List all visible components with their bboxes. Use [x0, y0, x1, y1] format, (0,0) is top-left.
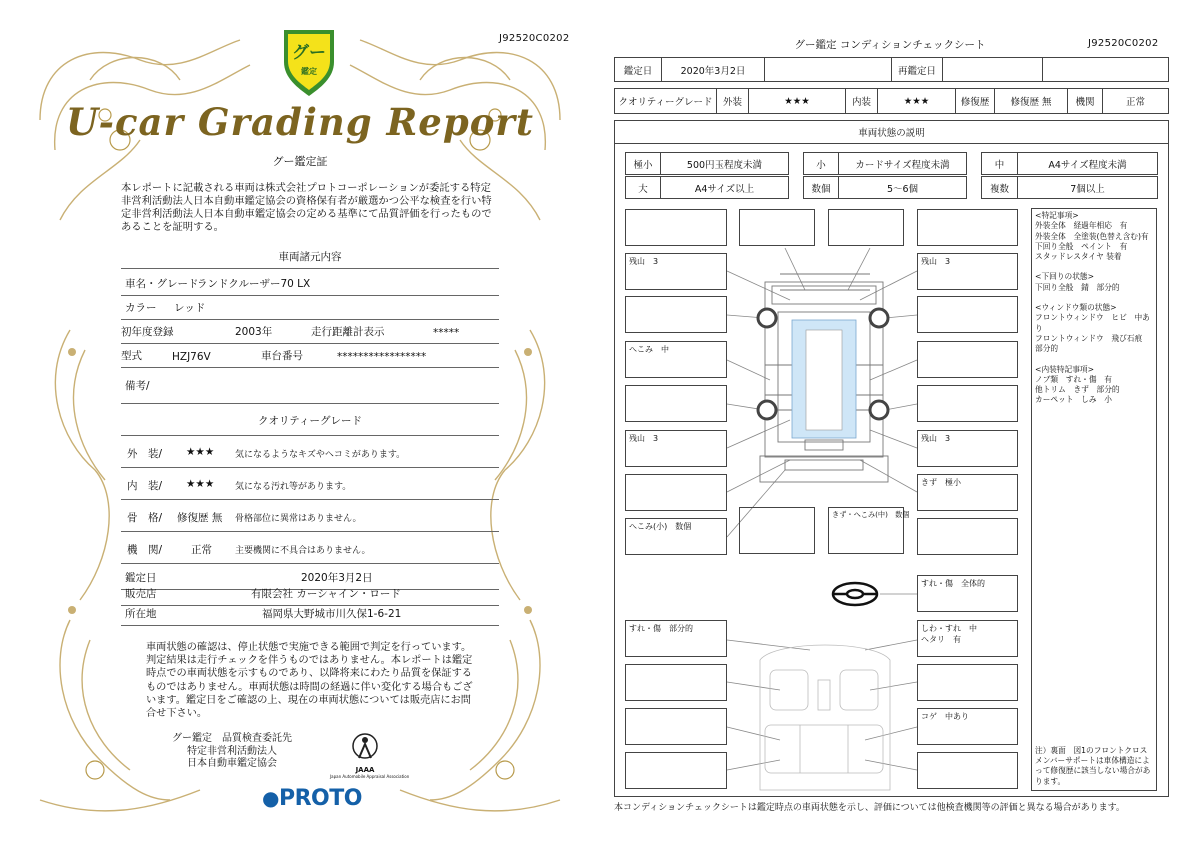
grade-value: 正常 — [191, 544, 212, 556]
appraisal-label: 所在地 — [125, 608, 157, 620]
sheet-title: グー鑑定 コンディションチェックシート — [794, 39, 986, 51]
grade-value: ★★★ — [186, 446, 215, 458]
proto-logo: ●PROTO — [262, 786, 362, 811]
interior-grade: ★★★ — [877, 88, 956, 114]
exterior-grade: ★★★ — [748, 88, 846, 114]
sheet-doc-id: J92520C0202 — [1088, 38, 1159, 49]
grade-value: 修復歴 無 — [177, 512, 223, 524]
appraisal-address-row — [121, 606, 499, 626]
appraisal-shop-row — [121, 586, 499, 606]
engine-status: 正常 — [1102, 88, 1169, 114]
svg-text:鑑定: 鑑定 — [301, 67, 317, 76]
special-notes: <特記事項> 外装全体 経過年相応 有 外装全体 全塗装(色替え含む)有 下回り全般 ペイント 有 スタッドレスタイヤ 装着 <下回りの状態> 下回り全般 錆 部分的 <ウィンドウ類の状態> フロントウィンドウ ヒビ 中あり フロントウィンドウ 飛び石痕 部分的 <内装特記事項> ノブ類 すれ・傷 有 他トリム きず 部分的 カーペット しみ 小 注）裏面 図1のフロントクロスメンバーサポートは車体構造によって修復歴に該当しない場合があります。 — [1031, 208, 1157, 791]
appraisal-label: 販売店 — [125, 588, 157, 600]
issuer-block: グー鑑定 品質検査委託先 特定非営利活動法人 日本自動車鑑定協会 — [172, 733, 292, 769]
sheet-footer: 本コンディションチェックシートは鑑定時点の車両状態を示し、評価については他検査機関等の評価と異なる場合があります。 — [614, 803, 1125, 813]
spec-row-notes — [121, 372, 499, 404]
grade-value: ★★★ — [186, 478, 215, 490]
spec-row-registration — [121, 320, 499, 344]
grade-row-label: クオリティーグレード — [614, 88, 717, 114]
car-interior-icon — [760, 645, 890, 790]
svg-text:グー: グー — [292, 43, 326, 63]
repair-history: 修復歴 無 — [994, 88, 1068, 114]
legend-title: 車両状態の説明 — [614, 120, 1169, 144]
spec-row-model — [121, 344, 499, 368]
certificate-intro: 本レポートに記載される車両は株式会社プロトコーポレーションが委託する特定非営利活動法人日本自動車鑑定協会の資格保有者が厳選かつ公平な検査を行い特定非営利活動法人日本自動車鑑定協会の定める基準にて品質評価を行ったものであることを証明する。 — [121, 182, 492, 233]
spec-label: 車名・グレード — [125, 278, 199, 290]
jaaa-logo: JAAA Japan Automobile Appraisal Association — [330, 732, 400, 779]
pin-icon: ● — [262, 786, 279, 810]
grade-comment: 骨格部位に異常はありません。 — [235, 514, 362, 524]
date-value: 2020年3月2日 — [661, 57, 765, 82]
spec-value: ***** — [433, 327, 460, 339]
goo-kantei-logo — [284, 30, 334, 96]
condition-sheet: グー鑑定 コンディションチェックシート J92520C0202 鑑定日 2020年3月2日 再鑑定日 クオリティーグレード 外装 ★★★ 内装 ★★★ 修復歴 修復歴 無 機関 正常 車両状態の説明 極小 500円玉程度未満 小 カードサイズ程度未満 中 A4サイズ程度未満 大 A4サイズ以上 数個 5～6個 複数 7個以上 残山 3 へこみ 中 残山 3 へこみ(小) 数個 すれ・傷 部分的 きず・へこみ(中) 数個 残山 3 残山 3 きず 極小 すれ・傷 全体的 しわ・すれ 中 ヘタリ 有 コゲ 中あり <特記事項> 外装全体 経過年相応 有 外装全体 全塗装(色替え含む)有 下回り全般 ペイント 有 スタッドレスタイヤ 装着 <下回りの状態> 下回り全般 錆 部分的 <ウィンドウ類の状態> フロントウィンドウ ヒビ 中あり フロントウィンドウ 飛び石痕 部分的 <内装特記事項> ノブ類 すれ・傷 有 他トリム きず 部分的 カーペット しみ 小 注）裏面 図1のフロントクロスメンバーサポートは車体構造によって修復歴に該当しない場合があります。 本コンディションチェックシートは鑑定時点の車両状態を示し、評価については他検査機関等の評価と異なる場合があります。 — [600, 0, 1200, 848]
grade-label: 骨 格/ — [127, 512, 163, 524]
appraisal-label: 鑑定日 — [125, 572, 157, 584]
report-title: U-car Grading Report — [66, 100, 534, 144]
spec-label: 備考/ — [125, 380, 150, 392]
spec-value: ランドクルーザー70 LX — [197, 278, 311, 290]
steering-wheel-icon — [833, 583, 877, 605]
spec-value: ***************** — [337, 351, 427, 363]
grade-comment: 気になるようなキズやヘコミがあります。 — [235, 450, 406, 460]
spec-label: 走行距離計表示 — [311, 326, 385, 338]
spec-label: 型式 — [121, 350, 142, 362]
grade-label: 外 装/ — [127, 448, 163, 460]
reappraisal-label: 再鑑定日 — [891, 57, 943, 82]
spec-label: 初年度登録 — [121, 326, 174, 338]
special-footnote: 注）裏面 図1のフロントクロスメンバーサポートは車体構造によって修復歴に該当しない場合があります。 — [1035, 745, 1151, 786]
appraisal-value: 有限会社 カーシャイン・ロード — [251, 588, 401, 600]
grade-comment: 主要機関に不具合はありません。 — [235, 546, 371, 556]
quality-title: クオリティーグレード — [258, 415, 362, 427]
spec-title: 車両諸元内容 — [278, 251, 342, 263]
spec-row-name — [121, 272, 499, 296]
appraisal-value: 福岡県大野城市川久保1-6-21 — [262, 608, 402, 620]
spec-row-color — [121, 296, 499, 320]
spec-label: カラー — [125, 302, 157, 314]
date-label: 鑑定日 — [614, 57, 662, 82]
certificate-heading: グー鑑定証 — [272, 155, 328, 168]
grade-label: 機 関/ — [127, 544, 163, 556]
spec-value: HZJ76V — [172, 351, 211, 363]
jaaa-emblem-icon — [350, 732, 380, 764]
grade-comment: 気になる汚れ等があります。 — [235, 482, 352, 492]
appraisal-value: 2020年3月2日 — [301, 572, 373, 584]
doc-id: J92520C0202 — [499, 33, 570, 44]
certificate-note: 車両状態の確認は、停止状態で実施できる範囲で判定を行っています。判定結果は走行チェックを伴うものではありません。本レポートは鑑定時点での車両状態を示すものであり、以降将来にわたり品質を保証するものではありません。車両状態は時間の経過に伴い変化する場合もございます。鑑定日をご確認の上、現在の車両状態については販売店にお問合せ下さい。 — [146, 642, 473, 720]
grade-label: 内 装/ — [127, 480, 163, 492]
spec-label: 車台番号 — [261, 350, 303, 362]
spec-value: レッド — [174, 302, 206, 314]
spec-value: 2003年 — [235, 326, 273, 338]
